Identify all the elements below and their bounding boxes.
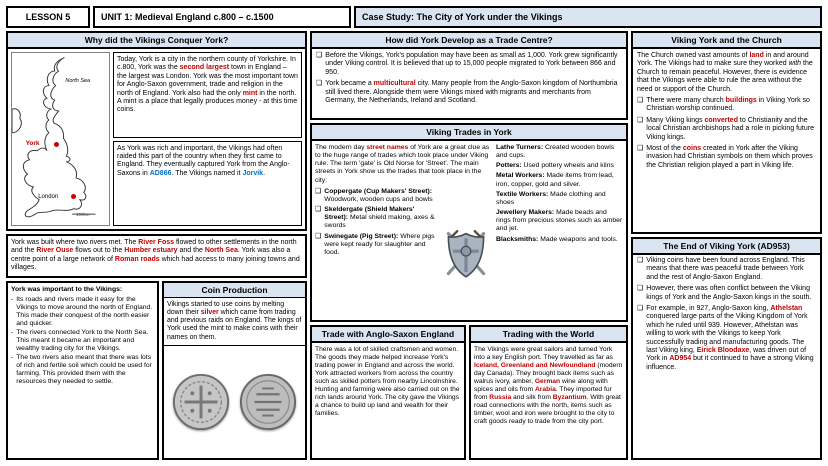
map-scale-label: 100km bbox=[76, 211, 90, 217]
coin-production-paragraph: Vikings started to use coins by melting down their silver which came from trading and previous raids on England. The kings of York used the mint to make coins with their names on them. bbox=[164, 298, 305, 346]
bullet-item: ❑ Swinegate (Pig Street): Where pigs were kept ready for slaughter and food. bbox=[315, 232, 435, 256]
section-title: Viking Trades in York bbox=[312, 125, 626, 141]
section-trade-centre bbox=[310, 31, 628, 120]
checkbox-bullet-icon: ❑ bbox=[637, 285, 644, 293]
coin-photos bbox=[164, 346, 305, 458]
bullet-item: ❑ There were many church buildings in Viking York so Christian worship continued. bbox=[637, 96, 810, 113]
section-why-vikings-conquered-york bbox=[6, 31, 307, 231]
craft-item: Textile Workers: Made clothing and shoes bbox=[496, 190, 606, 206]
trades-intro-paragraph: The modern day street names of York are a great clue as to the huge range of trades which took place under Viking rule. The term 'gate' is Old Norse for 'Street'. The main streets in York show us the trades that took place in the city: bbox=[315, 144, 490, 184]
section-title: How did York Develop as a Trade Centre? bbox=[312, 33, 626, 49]
crafts-list bbox=[496, 144, 623, 317]
section-title: Coin Production bbox=[164, 283, 305, 298]
checkbox-bullet-icon: ❑ bbox=[315, 232, 322, 240]
craft-item: Lathe Turners: Created wooden bowls and cups. bbox=[496, 144, 615, 160]
section-viking-trades bbox=[310, 123, 628, 322]
section-viking-york-church bbox=[631, 31, 822, 234]
checkbox-bullet-icon: ❑ bbox=[637, 304, 644, 312]
street-names-list bbox=[315, 188, 438, 317]
viking-capture-paragraph: As York was rich and important, the Vikings had often raided this part of the country when they first came to England. They eventually captured York from the Anglo-Saxons in AD866. The Vikings named it Jorvik. bbox=[113, 141, 302, 227]
section-coin-production bbox=[162, 281, 307, 460]
dash-bullet-icon: - bbox=[11, 353, 14, 361]
viking-coin-icon bbox=[172, 373, 230, 431]
bullet-item: ❑ Viking coins have been found across England. This means that there was peaceful trade between York and the rest of Anglo-Saxon England. bbox=[637, 257, 805, 281]
craft-item: Jewellery Makers: Made beads and rings from precious stones such as amber and jet. bbox=[496, 209, 623, 233]
unit-title: UNIT 1: Medieval England c.800 – c.1500 bbox=[93, 6, 351, 28]
checkbox-bullet-icon: ❑ bbox=[316, 80, 323, 88]
column-left bbox=[6, 31, 307, 460]
church-intro-paragraph: The Church owned vast amounts of land in and around York. The Vikings had to make sure they worked with the Church to remain peaceful. However, there is evidence that the Vikings were able to rule the area without the need or support of the Church. bbox=[637, 52, 813, 93]
list-title: York was important to the Vikings: bbox=[11, 285, 123, 293]
checkbox-bullet-icon: ❑ bbox=[316, 52, 323, 59]
bullet-item: ❑ Most of the coins created in York after the Viking invasion had Christian symbols on them which proves the Christian religion played a part in Viking life. bbox=[637, 144, 813, 169]
section-trading-world bbox=[469, 325, 628, 460]
column-middle bbox=[310, 31, 628, 460]
map-label-london: London bbox=[38, 194, 59, 201]
section-trade-anglo-saxon bbox=[310, 325, 466, 460]
bullet-item: ❑ Coppergate (Cup Makers' Street): Woodwork, wooden cups and bowls bbox=[315, 187, 433, 203]
craft-item: Blacksmiths: Made weapons and tools. bbox=[496, 235, 618, 243]
checkbox-bullet-icon: ❑ bbox=[315, 187, 322, 195]
england-map bbox=[11, 52, 110, 226]
case-study-title: Case Study: The City of York under the Vikings bbox=[354, 6, 822, 28]
bullet-item: ❑ York became a multicultural city. Many people from the Anglo-Saxon kingdom of Northumbria still lived there. Alongside them were Vikings mixed with migrants and merchants from Germany, the Netherlands, Ireland and Scotland. bbox=[316, 80, 618, 104]
header bbox=[6, 6, 822, 28]
craft-item: Potters: Used pottery wheels and kilns bbox=[496, 162, 614, 170]
york-importance-paragraph: Today, York is a city in the northern county of Yorkshire. In c.800, York was the second largest town in England – the largest was London. York was the most important town for Anglo-Saxon government, trade and religion in the north of England. York also had the only mint in the north. A mint is a place that legally produces money - at this time coins. bbox=[113, 52, 302, 138]
craft-item: Metal Workers: Made items from lead, iron, copper, gold and silver. bbox=[496, 172, 614, 188]
dash-bullet-icon: - bbox=[11, 328, 14, 336]
world-trade-paragraph: The Vikings were great sailors and turned York into a key English port. They travelled as far as Iceland, Greenland and Newfoundland (modern day Canada). They brought back items such as walrus ivory, amber, German wine along with spices and oils from Arabia. They imported fur from Russia and silk from Byzantium. With great road connections with the north, items such as timber, wool and iron were brought to the city to craft goods ready to trade from the city port. bbox=[474, 346, 623, 426]
section-title: Trade with Anglo-Saxon England bbox=[312, 327, 464, 343]
section-title: Trading with the World bbox=[471, 327, 626, 343]
york-map-dot bbox=[54, 142, 59, 147]
checkbox-bullet-icon: ❑ bbox=[637, 116, 644, 124]
map-label-york: York bbox=[25, 139, 40, 147]
checkbox-bullet-icon: ❑ bbox=[637, 144, 644, 152]
bullet-item: ❑ Skeldergate (Shield Makers' Street): Metal shield making, axes & swords bbox=[315, 206, 435, 230]
map-label-north-sea: North Sea bbox=[65, 77, 91, 84]
list-item: - The rivers connected York to the North Sea. This meant it became an important and wealthy trading city for the Vikings. bbox=[11, 328, 149, 352]
section-end-of-viking-york bbox=[631, 237, 822, 460]
column-right bbox=[631, 31, 822, 460]
section-title: The End of Viking York (AD953) bbox=[633, 239, 820, 255]
main-columns bbox=[6, 31, 822, 460]
section-title: Why did the Vikings Conquer York? bbox=[8, 33, 305, 49]
bullet-item: ❑ Many Viking kings converted to Christianity and the local Christian archbishops had a role in picking future Viking kings. bbox=[637, 116, 814, 141]
shield-and-swords-icon bbox=[442, 221, 490, 283]
bullet-item: ❑ Before the Vikings, York's population may have been as small as 1,000. York grew significantly under Viking control. It is believed that up to 15,000 people migrated to York between 866 and 950. bbox=[316, 52, 618, 76]
lesson-badge: LESSON 5 bbox=[6, 6, 90, 28]
britain-outline-icon bbox=[12, 53, 109, 225]
checkbox-bullet-icon: ❑ bbox=[315, 206, 322, 214]
dash-bullet-icon: - bbox=[11, 295, 14, 303]
section-title: Viking York and the Church bbox=[633, 33, 820, 49]
anglo-saxon-trade-paragraph: There was a lot of skilled craftsmen and women. The goods they made helped increase York's trading power in England and across the world. York attracted workers from across the country such as skilled potters from nearby Lincolnshire. Hunting and farming were also carried out on the rich lands around York. The city gave the Vikings a chance to build up land and wealth for their families. bbox=[315, 346, 460, 418]
list-item: - The two rivers also meant that there was lots of rich and fertile soil which could be used for farming. This provided them with the resources they needed to settle. bbox=[11, 353, 152, 385]
rivers-paragraph: York was built where two rivers met. The River Foss flowed to other settlements in the north and the River Ouse flows out to the Humber estuary and the North Sea. York was also a centre point of a large network of Roman roads which had access to many joining towns and villages. bbox=[6, 234, 307, 278]
checkbox-bullet-icon: ❑ bbox=[637, 96, 644, 104]
bullet-item: ❑ However, there was often conflict between the Viking kings of York and the Anglo-Saxon kings in the south. bbox=[637, 285, 812, 301]
list-item: - Its roads and rivers made it easy for the Vikings to move around the north of England. This made their conquest of the north easier and quicker. bbox=[11, 295, 153, 327]
bullet-item: ❑ For example, in 927, Anglo-Saxon king, Athelstan conquered large parts of the Viking Kingdom of York which he ruled until 939. However, Athelstan was willing to work with the Vikings to keep York successfully trading and manufacturing goods. The last Viking king, Eirick Bloodaxe, was driven out of York in AD954 but it continued to have a strong Viking influence. bbox=[637, 304, 814, 371]
viking-coin-icon bbox=[239, 373, 297, 431]
checkbox-bullet-icon: ❑ bbox=[637, 257, 644, 264]
york-importance-list bbox=[6, 281, 159, 460]
